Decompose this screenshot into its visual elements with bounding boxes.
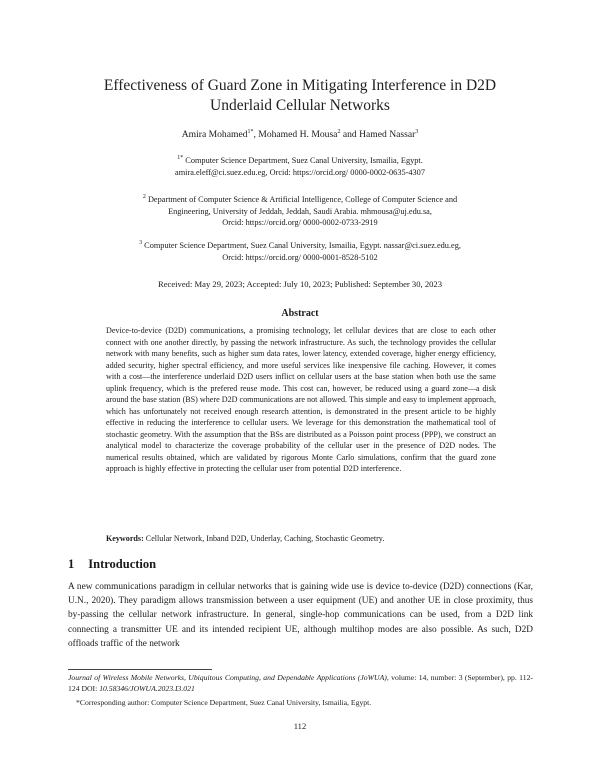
author-2-sup: 2 bbox=[337, 128, 341, 135]
footnote-corresponding-author: *Corresponding author: Computer Science Department, Suez Canal University, Ismailia, Egypt. bbox=[76, 698, 372, 707]
affiliation-2-line-1: Department of Computer Science & Artificial Intelligence, College of Computer Science and bbox=[147, 195, 458, 204]
affiliation-3-line-1: Computer Science Department, Suez Canal University, Ismailia, Egypt. nassar@ci.suez.edu.eg, bbox=[144, 241, 461, 250]
title-line-1: Effectiveness of Guard Zone in Mitigating Interference in D2D bbox=[103, 77, 497, 94]
author-list bbox=[60, 129, 540, 140]
affiliation-1-line-2: amira.eleff@ci.suez.edu.eg, Orcid: https://orcid.org/ 0000-0002-0635-4307 bbox=[175, 167, 425, 177]
affiliation-3-line-2: Orcid: https://orcid.org/ 0000-0001-8528-5102 bbox=[222, 252, 378, 262]
author-2: Mohamed H. Mousa bbox=[258, 129, 338, 140]
affiliation-2-line-2: Engineering, University of Jeddah, Jeddah, Saudi Arabia. mhmousa@uj.edu.sa, bbox=[168, 206, 432, 216]
section-title: Introduction bbox=[88, 557, 157, 571]
introduction-paragraph: A new communications paradigm in cellular networks that is gaining wide use is device to-device (D2D) connections (Kar, U.N., 2020). They paradigm allows transmission between a user equipment (UE) and another UE in close proximity, thus by-passing the cellular network infrastructure. In general, single-hop communications can be used, from a D2D link connecting a transmitter UE and its intended recipient UE, although multihop modes are also possible. As such, D2D offloads traffic of the network bbox=[68, 582, 533, 649]
section-heading-introduction bbox=[68, 557, 156, 572]
author-3: Hamed Nassar bbox=[359, 129, 416, 140]
section-number: 1 bbox=[68, 557, 75, 571]
affiliation-3-sup: 3 bbox=[139, 240, 143, 247]
footnote-doi: 10.58346/JOWUA.2023.I3.021 bbox=[99, 683, 195, 693]
page-number: 112 bbox=[293, 721, 307, 731]
affiliation-1-line-1: Computer Science Department, Suez Canal University, Ismailia, Egypt. bbox=[185, 156, 423, 165]
keywords-label: Keywords: bbox=[106, 534, 144, 543]
footnote-divider bbox=[68, 669, 212, 670]
abstract-body: Device-to-device (D2D) communications, a promising technology, let cellular devices that are close to each other connect with one another directly, by passing the network infrastructure. As such, the technology provides the cellular network with many benefits, such as higher sum data rates, lower latency, extended coverage, higher energy efficiency, added security, higher spectral efficiency, and more useful services like inexpensive file caching. However, it comes with a cost—the interference underlaid D2D users inflict on cellular users at the base station when both use the same uplink frequency, which is the prefered reuse mode. This cost can, however, be reduced using a guard zone—a disk around the base station (BS) where D2D communications are not allowed. This simple and easy to implement approach, which has unfortunately not received enough research attention, is demonstrated in the present article to be highly effective in reducing the interference to cellular users. We leverage for this demonstration the mathematical tool of stochastic geometry. With the assumption that the BSs are distributed as a Poisson point process (PPP), we construct an analytical model to characterize the coverage probability of the cellular user in the presence of D2D nodes. The numerical results obtained, which are validated by rigorous Monte Carlo simulations, confirm that the guard zone approach is highly effective in protecting the cellular user from potential D2D interference. bbox=[106, 326, 496, 473]
affiliation-1 bbox=[70, 155, 530, 178]
author-sep-1: , bbox=[253, 129, 259, 140]
author-sep-2: and bbox=[340, 129, 360, 140]
footnote-citation bbox=[68, 673, 533, 694]
paper-title bbox=[60, 76, 540, 116]
keywords-text: Cellular Network, Inband D2D, Underlay, Caching, Stochastic Geometry. bbox=[143, 534, 385, 543]
affiliation-3 bbox=[70, 240, 530, 263]
affiliation-2-line-3: Orcid: https://orcid.org/ 0000-0002-0733-2919 bbox=[222, 218, 378, 227]
keywords bbox=[106, 534, 506, 543]
author-3-sup: 3 bbox=[415, 128, 419, 135]
publication-dates: Received: May 29, 2023; Accepted: July 10, 2023; Published: September 30, 2023 bbox=[157, 279, 443, 289]
affiliation-2-sup: 2 bbox=[142, 194, 146, 201]
footnote-journal: Journal of Wireless Mobile Networks, Ubiquitous Computing, and Dependable Applications (JoWUA), bbox=[68, 673, 389, 682]
author-1-sup: 1* bbox=[247, 128, 254, 135]
affiliation-1-sup: 1* bbox=[177, 155, 184, 162]
affiliation-2 bbox=[70, 194, 530, 229]
footnote-volume: volume: 14, number: 3 (September), pp. 112-124 DOI: bbox=[68, 673, 533, 693]
title-line-2: Underlaid Cellular Networks bbox=[210, 97, 390, 114]
abstract-heading: Abstract bbox=[281, 308, 319, 319]
author-1: Amira Mohamed bbox=[181, 129, 248, 140]
